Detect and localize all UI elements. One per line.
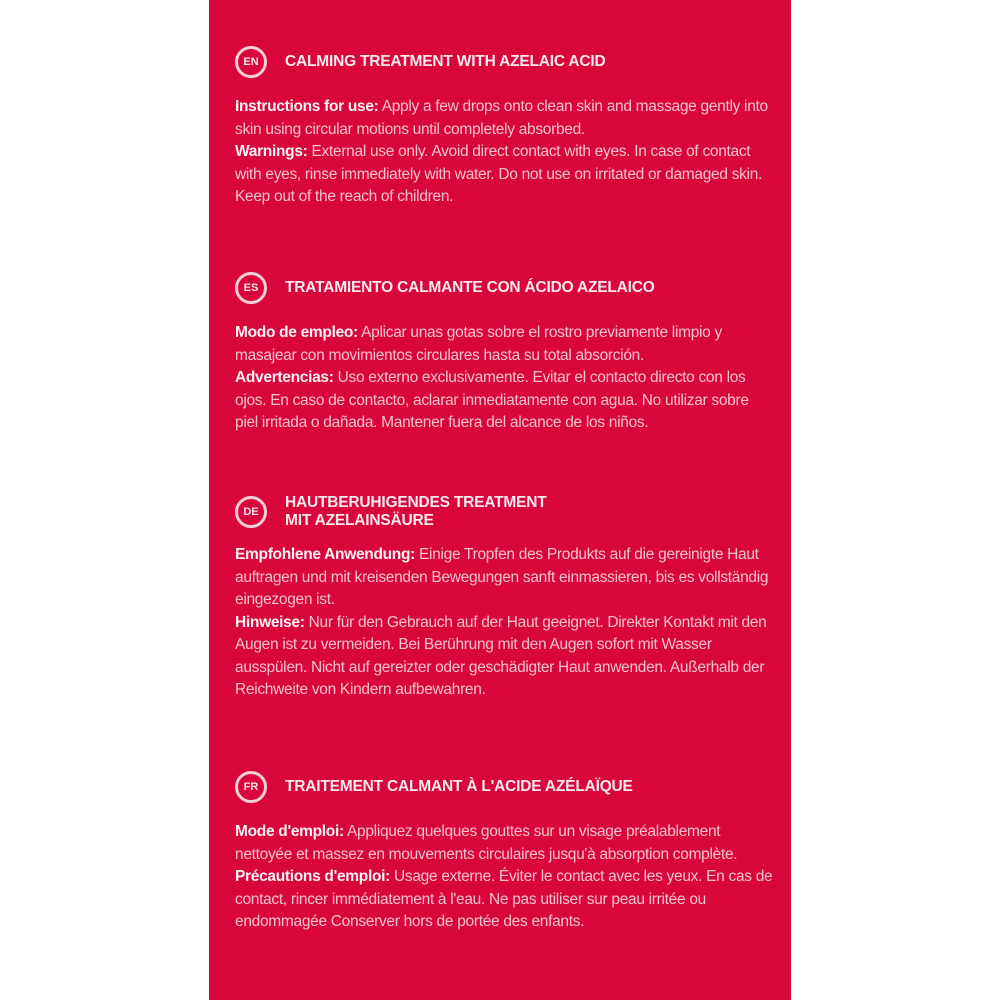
warnings-label: Advertencias: xyxy=(235,369,334,386)
instructions-paragraph xyxy=(235,821,775,866)
section-en xyxy=(235,42,775,209)
section-title xyxy=(285,494,546,530)
warnings-label: Précautions d'emploi: xyxy=(235,868,390,885)
warnings-paragraph xyxy=(235,141,775,209)
warnings-text: Uso externo exclusivamente. Evitar el contacto directo con los ojos. En caso de contacto, aclarar inmediatamente con agua. No utilizar sobre piel irritada o dañada. Mantener fuera del alcance de los niños. xyxy=(235,369,749,431)
section-title: TRAITEMENT CALMANT À L'ACIDE AZÉLAÏQUE xyxy=(285,778,633,795)
warnings-paragraph xyxy=(235,612,775,702)
section-title: TRATAMIENTO CALMANTE CON ÁCIDO AZELAICO xyxy=(285,279,655,296)
instructions-paragraph xyxy=(235,544,775,612)
instructions-label: Empfohlene Anwendung: xyxy=(235,546,415,563)
language-badge-en: EN xyxy=(235,46,267,78)
section-title: CALMING TREATMENT WITH AZELAIC ACID xyxy=(285,53,606,70)
warnings-label: Warnings: xyxy=(235,143,308,160)
warnings-paragraph xyxy=(235,866,775,934)
section-es xyxy=(235,268,775,435)
section-title-line1: HAUTBERUHIGENDES TREATMENT xyxy=(285,494,547,511)
language-badge-fr: FR xyxy=(235,771,267,803)
warnings-text: External use only. Avoid direct contact with eyes. In case of contact with eyes, rinse immediately with water. Do not use on irritated or damaged skin. Keep out of the reach of children. xyxy=(235,143,763,205)
section-fr xyxy=(235,767,775,934)
instructions-text: Appliquez quelques gouttes sur un visage préalablement nettoyée et massez en mouvements circulaires jusqu'à absorption complète. xyxy=(235,823,738,863)
language-badge-de: DE xyxy=(235,496,267,528)
warnings-label: Hinweise: xyxy=(235,613,305,631)
language-badge-es: ES xyxy=(235,272,267,304)
instructions-paragraph xyxy=(235,96,775,141)
instructions-label: Instructions for use: xyxy=(235,98,379,115)
section-de xyxy=(235,492,775,702)
warnings-paragraph xyxy=(235,367,775,435)
instructions-text: Aplicar unas gotas sobre el rostro previamente limpio y masajear con movimientos circulares hasta su total absorción. xyxy=(235,324,722,364)
instructions-label: Mode d'emploi: xyxy=(235,823,344,840)
product-label-panel xyxy=(209,0,791,1000)
instructions-text: Apply a few drops onto clean skin and massage gently into skin using circular motions until completely absorbed. xyxy=(235,98,768,138)
instructions-text: Einige Tropfen des Produkts auf die gereinigte Haut auftragen und mit kreisenden Bewegungen sanft einmassieren, bis es vollständig eingezogen ist. xyxy=(235,546,769,608)
section-title-line2: MIT AZELAINSÄURE xyxy=(285,512,434,529)
warnings-text: Nur für den Gebrauch auf der Haut geeignet. Direkter Kontakt mit den Augen ist zu vermeiden. Bei Berührung mit den Augen sofort mit Wasser ausspülen. Nicht auf gereizter oder geschädigter Haut anwenden. Außerhalb der Reichweite von Kindern aufbewahren. xyxy=(235,613,767,698)
instructions-label: Modo de empleo: xyxy=(235,324,358,341)
warnings-text: Usage externe. Éviter le contact avec les yeux. En cas de contact, rincer immédiatement à l'eau. Ne pas utiliser sur peau irritée ou endommagée Conserver hors de portée des enfants. xyxy=(235,868,773,930)
instructions-paragraph xyxy=(235,322,775,367)
